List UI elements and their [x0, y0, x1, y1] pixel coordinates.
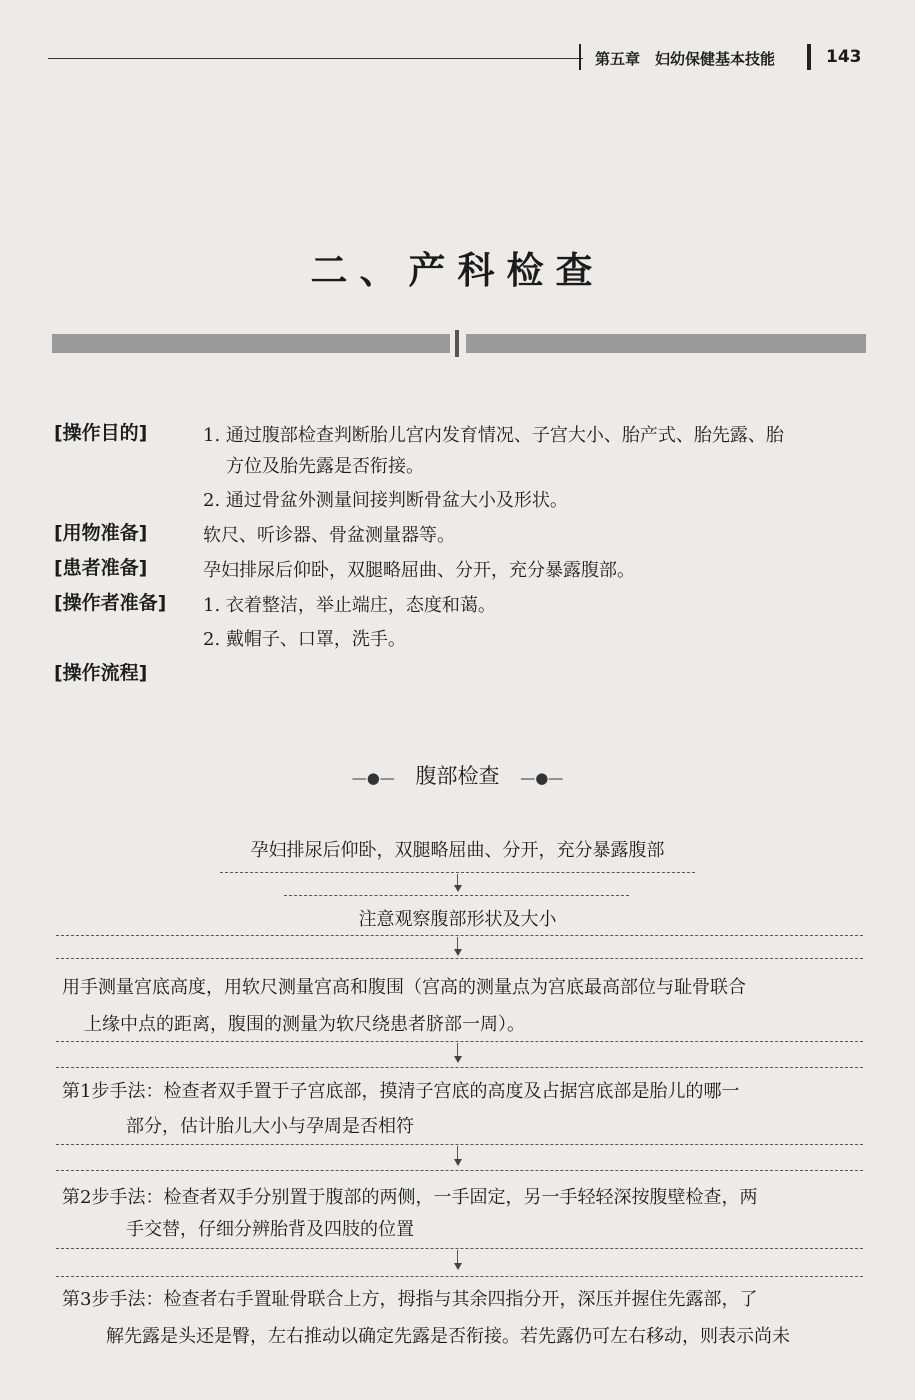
section-title: 二、产科检查 — [310, 248, 605, 292]
flow-step-observe: 注意观察腹部形状及大小 — [358, 909, 557, 930]
title-band-left — [52, 334, 450, 353]
flow-arrow-5 — [454, 1263, 462, 1270]
flow-arrow-2 — [454, 949, 462, 956]
flow-title-left-dash: —●— — [351, 769, 395, 787]
flow-title-right-dash: —●— — [520, 769, 564, 787]
flow-title: 腹部检查 — [415, 764, 500, 788]
flow-measure-line-1: 用手测量宫底高度，用软尺测量宫高和腹围（宫高的测量点为宫底最高部位与耻骨联合 — [62, 977, 746, 998]
flow-arrow-stem-5 — [457, 1250, 458, 1264]
flow-arrow-1 — [454, 885, 462, 892]
flow-arrow-3 — [454, 1056, 462, 1063]
title-band-divider — [455, 330, 459, 357]
title-band-right — [466, 334, 866, 353]
supplies-text: 软尺、听诊器、骨盆测量器等。 — [203, 525, 455, 546]
purpose-item-1-line-2: 方位及胎先露是否衔接。 — [226, 456, 424, 477]
purpose-item-1-line-1: 1. 通过腹部检查判断胎儿宫内发育情况、子宫大小、胎产式、胎先露、胎 — [203, 425, 784, 446]
operator-prep-item-2: 2. 戴帽子、口罩，洗手。 — [203, 629, 406, 650]
page-number: 143 — [826, 47, 862, 67]
flow-measure-line-2: 上缘中点的距离，腹围的测量为软尺绕患者脐部一周）。 — [84, 1014, 525, 1035]
flow-box-bottom-step1 — [56, 1144, 863, 1145]
header-rule — [48, 58, 583, 59]
flow-arrow-stem-3 — [457, 1043, 458, 1057]
flow-box-top-step2 — [56, 1170, 863, 1171]
purpose-item-2: 2. 通过骨盆外测量间接判断骨盆大小及形状。 — [203, 490, 568, 511]
patient-prep-label: [患者准备] — [54, 557, 148, 579]
patient-prep-text: 孕妇排尿后仰卧，双腿略屈曲、分开，充分暴露腹部。 — [203, 560, 635, 581]
operator-prep-item-1: 1. 衣着整洁，举止端庄，态度和蔼。 — [203, 595, 496, 616]
flow-box-bottom-measure — [56, 1041, 863, 1042]
flow-step3-line-1: 第3步手法：检查者右手置耻骨联合上方，拇指与其余四指分开，深压并握住先露部，了 — [62, 1289, 758, 1310]
flow-step-position: 孕妇排尿后仰卧，双腿略屈曲、分开，充分暴露腹部 — [250, 840, 665, 861]
flow-box-bottom-observe — [56, 935, 863, 936]
flow-box-top-measure — [56, 958, 863, 959]
flow-step1-line-2: 部分，估计胎儿大小与孕周是否相符 — [126, 1116, 414, 1137]
flow-step1-line-1: 第1步手法：检查者双手置于子宫底部，摸清子宫底的高度及占据宫底部是胎儿的哪一 — [62, 1081, 740, 1102]
header-separator — [807, 44, 811, 70]
flow-title-row — [0, 760, 915, 790]
flow-box-top-observe — [284, 895, 629, 896]
flow-box-top-step3 — [56, 1276, 863, 1277]
procedure-label: [操作流程] — [54, 662, 148, 684]
header-tick — [579, 44, 581, 70]
flow-box-top-step1 — [56, 1067, 863, 1068]
operator-prep-label: [操作者准备] — [54, 592, 167, 614]
flow-box-bottom-position — [220, 872, 695, 873]
flow-step2-line-1: 第2步手法：检查者双手分别置于腹部的两侧，一手固定，另一手轻轻深按腹壁检查，两 — [62, 1187, 758, 1208]
flow-box-bottom-step2 — [56, 1248, 863, 1249]
supplies-label: [用物准备] — [54, 522, 148, 544]
flow-arrow-stem-4 — [457, 1146, 458, 1160]
purpose-label: [操作目的] — [54, 422, 148, 444]
running-header-chapter: 第五章 妇幼保健基本技能 — [595, 50, 776, 68]
flow-step2-line-2: 手交替，仔细分辨胎背及四肢的位置 — [126, 1219, 414, 1240]
flow-step3-line-2: 解先露是头还是臀，左右推动以确定先露是否衔接。若先露仍可左右移动，则表示尚未 — [106, 1326, 790, 1347]
flow-arrow-4 — [454, 1159, 462, 1166]
